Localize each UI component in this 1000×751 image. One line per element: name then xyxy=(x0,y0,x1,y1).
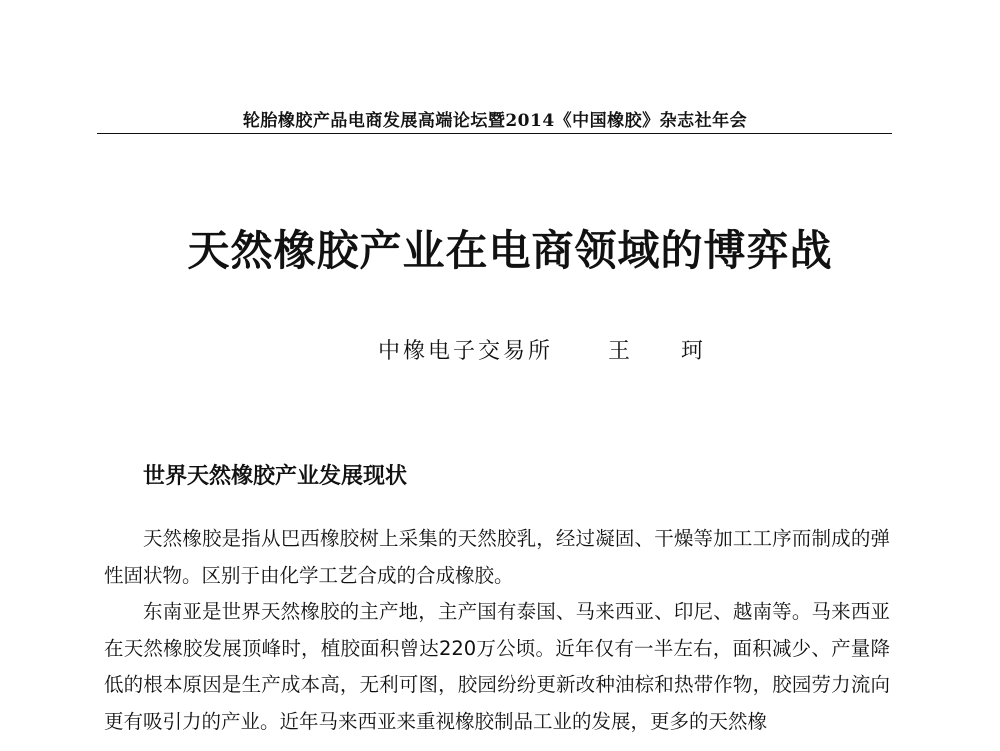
section-heading: 世界天然橡胶产业发展现状 xyxy=(143,464,408,489)
byline xyxy=(378,334,725,365)
author-name: 王 珂 xyxy=(608,339,726,364)
article-title: 天然橡胶产业在电商领域的博弈战 xyxy=(187,226,833,275)
paragraph: 东南亚是世界天然橡胶的主产地，主产国有泰国、马来西亚、印尼、越南等。马来西亚在天然橡胶发展顶峰时，植胶面积曾达220万公顷。近年仅有一半左右，面积减少、产量降低的根本原因是生产成本高，无利可图，胶园纷纷更新改种油棕和热带作物，胶园劳力流向更有吸引力的产业。近年马来西亚来重视橡胶制品工业的发展，更多的天然橡 xyxy=(104,600,890,733)
header-divider xyxy=(97,133,892,134)
author-affiliation: 中橡电子交易所 xyxy=(378,339,554,364)
running-header: 轮胎橡胶产品电商发展高端论坛暨2014《中国橡胶》杂志社年会 xyxy=(242,111,748,131)
body-text xyxy=(104,521,890,740)
paragraph: 天然橡胶是指从巴西橡胶树上采集的天然胶乳，经过凝固、干燥等加工工序而制成的弹性固状物。区别于由化学工艺合成的合成橡胶。 xyxy=(104,527,890,587)
